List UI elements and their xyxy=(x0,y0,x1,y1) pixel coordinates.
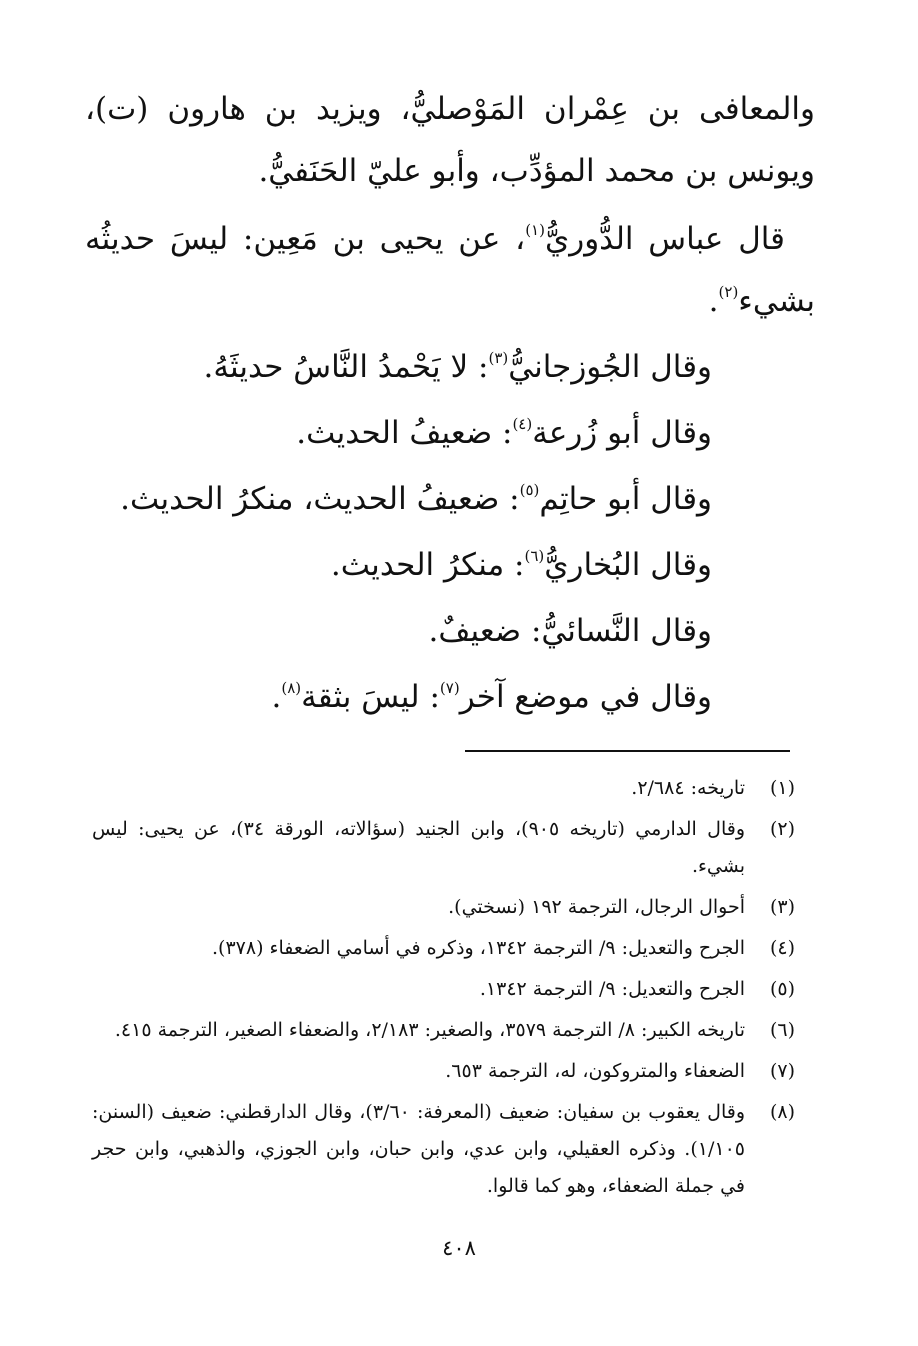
footnote-ref[interactable]: (٥) xyxy=(519,481,540,499)
footnote-text: الجرح والتعديل: ٩/ الترجمة ١٣٤٢. xyxy=(479,978,745,1000)
footnote-number: (٧) xyxy=(769,1060,795,1082)
footnote-text: أحوال الرجال، الترجمة ١٩٢ (نسختي). xyxy=(448,896,745,918)
quote-text: وقال الجُوزجانيُّ xyxy=(508,349,712,385)
footnote-ref[interactable]: (٦) xyxy=(524,547,545,565)
quote-text: : ضعيفُ الحديث، منكرُ الحديث. xyxy=(120,481,520,517)
quote-text: ، عن يحيى بن مَعِين: ليسَ حديثُه بشيء xyxy=(85,221,815,319)
main-text xyxy=(85,78,815,728)
quote-text: : لا يَحْمدُ النَّاسُ حديثَهُ. xyxy=(203,349,489,385)
quote-text: : منكرُ الحديث. xyxy=(330,547,525,583)
quote-text: وقال أبو حاتِم xyxy=(539,481,712,517)
footnote-item xyxy=(92,1012,795,1049)
footnote-text: الضعفاء والمتروكون، له، الترجمة ٦٥٣. xyxy=(445,1060,745,1082)
footnote-item xyxy=(92,971,795,1008)
quote-abu-hatim xyxy=(85,468,815,530)
footnote-number: (١) xyxy=(769,777,795,799)
quote-text: وقال أبو زُرعة xyxy=(532,415,712,451)
footnote-item xyxy=(92,1094,795,1205)
quote-juzjani xyxy=(85,336,815,398)
quote-abu-zura xyxy=(85,402,815,464)
quote-text: وقال في موضع آخر xyxy=(459,679,712,715)
footnote-ref[interactable]: (١) xyxy=(525,221,545,239)
quote-other-place xyxy=(85,666,815,728)
quote-text: قال عباس الدُّوريُّ xyxy=(544,221,785,257)
footnote-text: تاريخه: ٢/٦٨٤. xyxy=(631,777,745,799)
quote-text: . xyxy=(271,679,282,715)
footnote-ref[interactable]: (٢) xyxy=(718,283,739,301)
footnote-number: (٣) xyxy=(769,896,795,918)
paragraph-narrators: والمعافى بن عِمْران المَوْصليُّ، ويزيد بن هارون (ت)، ويونس بن محمد المؤدِّب، وأبو عليّ الحَنَفيُّ. xyxy=(85,91,815,189)
footnote-ref[interactable]: (٨) xyxy=(281,679,302,697)
footnote-divider xyxy=(465,750,790,752)
footnote-number: (٨) xyxy=(769,1101,795,1123)
quote-nasai: وقال النَّسائيُّ: ضعيفٌ. xyxy=(428,613,712,649)
quote-text: . xyxy=(708,283,719,319)
footnote-item xyxy=(92,889,795,926)
quote-text: : ليسَ بثقة xyxy=(301,679,440,715)
footnote-text: وقال الدارمي (تاريخه ٩٠٥)، وابن الجنيد (سؤالاته، الورقة ٣٤)، عن يحيى: ليس بشيء. xyxy=(92,818,745,877)
footnote-item xyxy=(92,770,795,807)
footnote-ref[interactable]: (٧) xyxy=(439,679,460,697)
footnotes xyxy=(92,770,795,1209)
footnote-number: (٢) xyxy=(769,818,795,840)
footnote-number: (٥) xyxy=(769,978,795,1000)
quote-text: وقال البُخاريُّ xyxy=(544,547,712,583)
quote-bukhari xyxy=(85,534,815,596)
footnote-ref[interactable]: (٤) xyxy=(512,415,533,433)
quote-text: : ضعيفُ الحديث. xyxy=(296,415,513,451)
page-number: ٤٠٨ xyxy=(442,1236,476,1260)
footnote-text: تاريخه الكبير: ٨/ الترجمة ٣٥٧٩، والصغير: ٢/١٨٣، والضعفاء الصغير، الترجمة ٤١٥. xyxy=(114,1019,745,1041)
footnote-item xyxy=(92,1053,795,1090)
footnote-ref[interactable]: (٣) xyxy=(488,349,509,367)
footnote-item xyxy=(92,811,795,885)
footnote-text: الجرح والتعديل: ٩/ الترجمة ١٣٤٢، وذكره في أسامي الضعفاء (٣٧٨). xyxy=(212,937,745,959)
footnote-item xyxy=(92,930,795,967)
footnote-number: (٤) xyxy=(769,937,795,959)
footnote-number: (٦) xyxy=(769,1019,795,1041)
paragraph-abbas-ad-duri xyxy=(85,208,815,332)
footnote-text: وقال يعقوب بن سفيان: ضعيف (المعرفة: ٣/٦٠)، وقال الدارقطني: ضعيف (السنن: ١/١٠٥). وذكره العقيلي، وابن عدي، وابن حبان، وابن الجوزي، والذهبي، وابن حجر في جملة الضعفاء، وهو كما قالوا. xyxy=(92,1101,745,1197)
